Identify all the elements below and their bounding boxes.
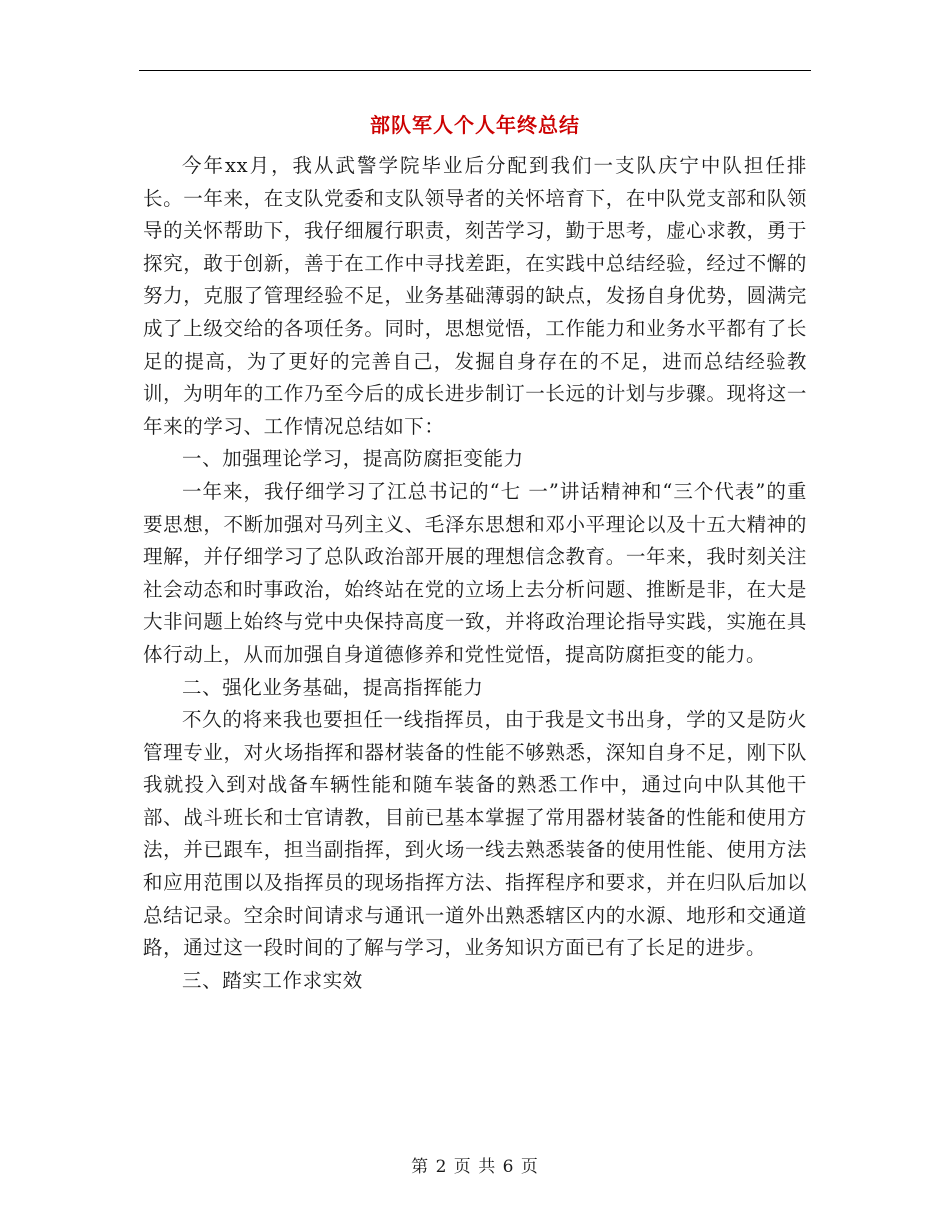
section-heading-1: 一、加强理论学习，提高防腐拒变能力 — [182, 447, 524, 471]
document-title: 部队军人个人年终总结 — [370, 113, 580, 137]
section-heading-2: 二、强化业务基础，提高指挥能力 — [182, 675, 484, 699]
page-number-footer: 第 2 页 共 6 页 — [411, 1157, 539, 1177]
section-2-paragraph: 不久的将来我也要担任一线指挥员，由于我是文书出身，学的又是防火管理专业，对火场指挥和器材装备的性能不够熟悉，深知自身不足，刚下队我就投入到对战备车辆性能和随车装备的熟悉工作中，通过向中队其他干部、战斗班长和士官请教，目前已基本掌握了常用器材装备的性能和使用方法，并已跟车，担当副指挥，到火场一线去熟悉装备的使用性能、使用方法和应用范围以及指挥员的现场指挥方法、指挥程序和要求，并在归队后加以总结记录。空余时间请求与通讯一道外出熟悉辖区内的水源、地形和交通道路，通过这一段时间的了解与学习，业务知识方面已有了长足的进步。 — [143, 708, 807, 960]
intro-paragraph: 今年xx月，我从武警学院毕业后分配到我们一支队庆宁中队担任排长。一年来，在支队党委和支队领导者的关怀培育下，在中队党支部和队领导的关怀帮助下，我仔细履行职责，刻苦学习，勤于思考，虚心求教，勇于探究，敢于创新，善于在工作中寻找差距，在实践中总结经验，经过不懈的努力，克服了管理经验不足，业务基础薄弱的缺点，发扬自身优势，圆满完成了上级交给的各项任务。同时，思想觉悟，工作能力和业务水平都有了长足的提高，为了更好的完善自己，发掘自身存在的不足，进而总结经验教训，为明年的工作乃至今后的成长进步制订一长远的计划与步骤。现将这一年来的学习、工作情况总结如下： — [143, 154, 807, 438]
header-rule — [139, 70, 811, 71]
document-body — [143, 150, 807, 997]
section-heading-3: 三、踏实工作求实效 — [182, 968, 363, 992]
section-1-paragraph: 一年来，我仔细学习了江总书记的“七 一”讲话精神和“三个代表”的重要思想，不断加强对马列主义、毛泽东思想和邓小平理论以及十五大精神的理解，并仔细学习了总队政治部开展的理想信念教育。一年来，我时刻关注社会动态和时事政治，始终站在党的立场上去分析问题、推断是非，在大是大非问题上始终与党中央保持高度一致，并将政治理论指导实践，实施在具体行动上，从而加强自身道德修养和党性觉悟，提高防腐拒变的能力。 — [143, 479, 807, 666]
